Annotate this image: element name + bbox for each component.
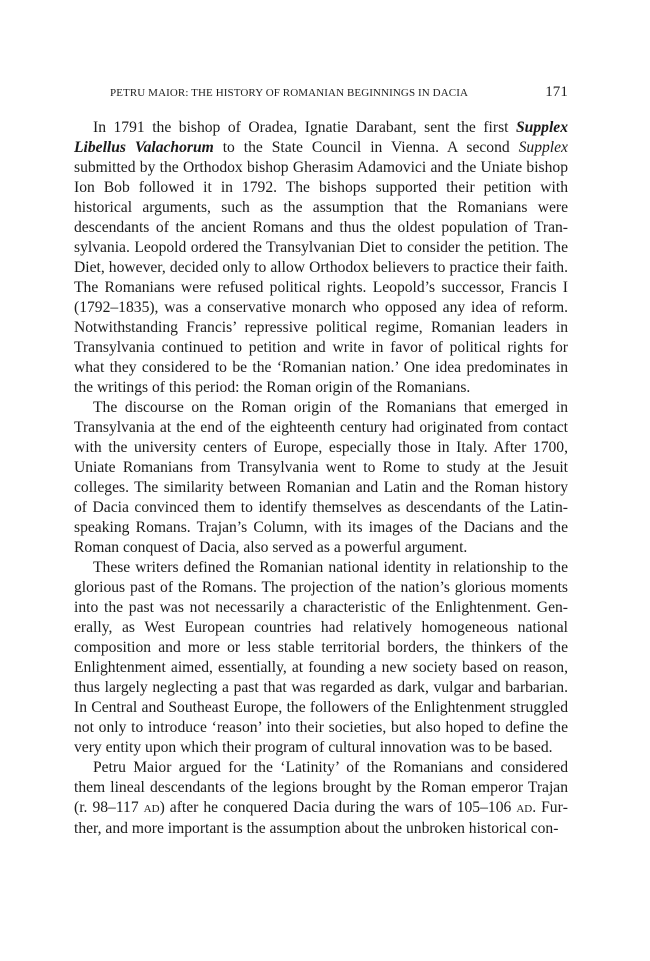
page-number: 171	[545, 84, 568, 100]
emphasis-word: Supplex	[518, 139, 568, 156]
running-title: PETRU MAIOR: THE HISTORY OF ROMANIAN BEGINNINGS IN DACIA	[110, 87, 469, 99]
small-caps-era: AD	[516, 803, 533, 815]
paragraph-2: The discourse on the Roman origin of the Romanians that emerged in Transylvania at the end of the eighteenth century had originated from contact with the university centers of Europe, especially those in Italy. After 1700, Uniate Romanians from Transylvania went to Rome to study at the Jesuit colleges. The similarity between Romanian and Latin and the Roman history of Dacia convinced them to identify themselves as descendants of the Latin-speaking Romans. Trajan’s Column, with its images of the Dacians and the Roman conquest of Dacia, also served as a powerful argument.	[74, 399, 568, 556]
body-text	[74, 118, 568, 839]
text-run: In 1791 the bishop of Oradea, Ignatie Darabant, sent the first	[93, 119, 516, 136]
text-run: submitted by the Orthodox bishop Gherasim Adamovici and the Uniate bishop Ion Bob followed it in 1792. The bishops supported their petition with historical arguments, such as the assumption that the Romanians were descendants of the ancient Romans and thus the oldest population of Transylvania. Leopold ordered the Transylvanian Diet to consider the petition. The Diet, however, decided only to allow Orthodox believers to practice their faith. The Romanians were refused political rights. Leopold’s successor, Francis I (1792–1835), was a conservative monarch who opposed any idea of reform. Notwithstanding Francis’ repressive political regime, Romanian leaders in Transylvania continued to petition and write in favor of political rights for what they considered to be the ‘Romanian nation.’ One idea predominates in the writings of this period: the Roman origin of the Romanians.	[74, 159, 568, 396]
emphasis-title: Supplex Libellus Valachorum	[74, 119, 568, 156]
paragraph-1	[74, 118, 568, 398]
paragraph-4	[74, 758, 568, 839]
paragraph-3: These writers defined the Romanian national identity in relationship to the glorious past of the Romans. The projection of the nation’s glorious moments into the past was not necessarily a characteristic of the Enlightenment. Generally, as West European countries had relatively homogeneous national composition and more or less stable territorial borders, the thinkers of the Enlightenment aimed, essentially, at founding a new society based on reason, thus largely neglecting a past that was regarded as dark, vulgar and barbarian. In Central and Southeast Europe, the followers of the Enlightenment struggled not only to introduce ‘reason’ into their societies, but also hoped to define the very entity upon which their program of cultural innovation was to be based.	[74, 559, 568, 756]
text-run: Petru Maior argued for the ‘Latinity’ of the Romanians and considered them lineal descendants of the legions brought by the Roman emperor Trajan (r. 98–117	[74, 759, 568, 816]
text-run: . Further, and more important is the assumption about the unbroken historical con-	[74, 799, 568, 837]
text-run: to the State Council in Vienna. A second	[213, 139, 519, 156]
running-head	[74, 84, 568, 104]
small-caps-era: AD	[143, 803, 160, 815]
text-run: ) after he conquered Dacia during the wars of 105–106	[159, 799, 517, 816]
